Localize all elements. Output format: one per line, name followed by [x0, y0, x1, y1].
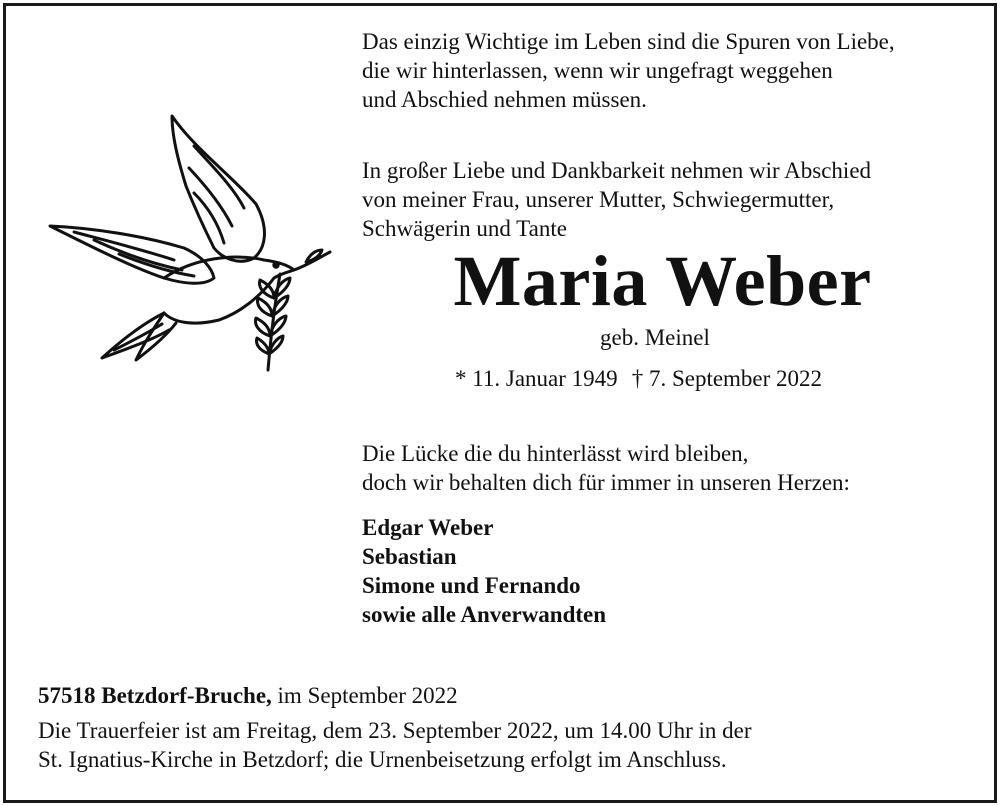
mourners-list — [362, 513, 606, 629]
mourner-name: Edgar Weber — [362, 515, 494, 540]
mourner-name: sowie alle Anverwandten — [362, 602, 607, 627]
quote-line: Das einzig Wichtige im Leben sind die Spuren von Liebe, — [362, 29, 895, 54]
notice-date: im September 2022 — [271, 683, 458, 708]
quote-line: die wir hinterlassen, wenn wir ungefragt weggehen — [362, 58, 833, 83]
mourner-name: Sebastian — [362, 544, 457, 569]
farewell-line: Die Lücke die du hinterlässt wird bleiben, — [362, 441, 749, 466]
quote — [362, 27, 895, 114]
mourner-name: Simone und Fernando — [362, 573, 581, 598]
intro-text — [362, 156, 871, 243]
service-line: Die Trauerfeier ist am Freitag, dem 23. September 2022, um 14.00 Uhr in der — [38, 718, 752, 743]
intro-line: In großer Liebe und Dankbarkeit nehmen wir Abschied — [362, 158, 872, 183]
funeral-service-info — [38, 716, 752, 774]
service-line: St. Ignatius-Kirche in Betzdorf; die Urnenbeisetzung erfolgt im Anschluss. — [38, 747, 727, 772]
birth-date: * 11. Januar 1949 — [455, 366, 618, 391]
intro-line: Schwägerin und Tante — [362, 216, 567, 241]
intro-line: von meiner Frau, unserer Mutter, Schwiegermutter, — [362, 187, 835, 212]
life-dates — [455, 366, 822, 392]
deceased-name: Maria Weber — [453, 241, 872, 321]
quote-line: und Abschied nehmen müssen. — [362, 87, 647, 112]
maiden-name: geb. Meinel — [600, 325, 710, 350]
location: 57518 Betzdorf-Bruche, — [38, 683, 272, 708]
place-and-date — [38, 681, 458, 710]
farewell-line: doch wir behalten dich für immer in unseren Herzen: — [362, 470, 850, 495]
death-date: † 7. September 2022 — [631, 366, 823, 391]
farewell-text — [362, 439, 850, 497]
